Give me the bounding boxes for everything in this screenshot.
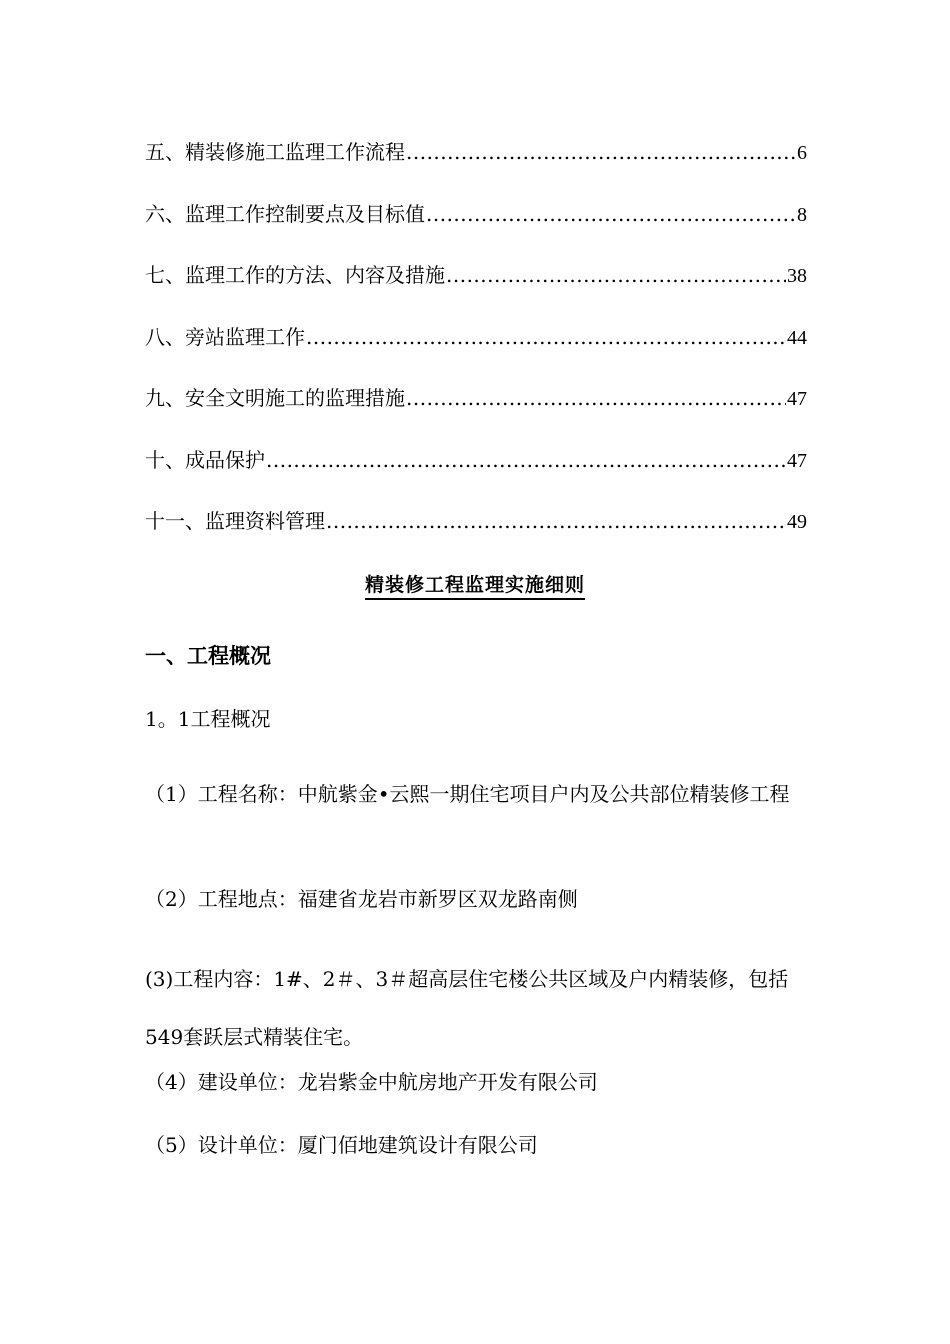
toc-leader-dots [266,445,786,475]
toc-entry-title: 六、监理工作控制要点及目标值 [145,201,425,226]
section-heading: 一、工程概况 [145,643,271,668]
toc-entry-title: 九、安全文明施工的监理措施 [145,386,405,410]
toc-entry-title: 五、精装修施工监理工作流程 [145,140,405,164]
toc-entry[interactable] [145,260,807,322]
toc-leader-dots [446,260,786,290]
toc-entry-title: 七、监理工作的方法、内容及措施 [145,263,445,287]
developer-paragraph [145,1067,807,1097]
paragraph-text: （4）建设单位：龙岩紫金中航房地产开发有限公司 [145,1070,598,1094]
toc-entry-page: 44 [787,326,807,349]
toc-entry-title: 十一、监理资料管理 [145,509,325,533]
toc-entry[interactable] [145,137,807,199]
toc-leader-dots [426,199,796,229]
paragraph-text: （2）工程地点：福建省龙岩市新罗区双龙路南侧 [145,887,578,911]
toc-entry-title: 十、成品保护 [145,447,265,472]
toc-leader-dots [406,383,786,413]
toc-entry-page: 47 [787,449,807,472]
toc-entry-page: 8 [797,203,807,226]
document-title [0,571,950,599]
toc-leader-dots [306,322,786,352]
project-name-paragraph [145,768,807,820]
toc-entry-title: 八、旁站监理工作 [145,324,305,349]
toc-entry[interactable] [145,383,807,445]
paragraph-text: （1）工程名称：中航紫金•云熙一期住宅项目户内及公共部位精装修工程 [145,782,790,806]
toc-entry[interactable] [145,322,807,384]
project-scope-paragraph [145,950,807,1066]
subsection-heading: 1。1工程概况 [145,707,271,731]
table-of-contents [145,137,807,568]
toc-entry[interactable] [145,445,807,507]
toc-entry[interactable] [145,506,807,568]
design-unit-paragraph [145,1130,807,1160]
toc-entry-page: 47 [787,388,807,410]
project-location-paragraph [145,884,807,914]
paragraph-text: （5）设计单位：厦门佰地建筑设计有限公司 [145,1133,538,1157]
toc-leader-dots [406,137,796,167]
toc-entry-page: 38 [787,265,807,287]
toc-entry[interactable] [145,199,807,261]
toc-entry-page: 49 [787,511,807,533]
paragraph-text: (3)工程内容：1#、2＃、3＃超高层住宅楼公共区域及户内精装修，包括549套跃层式精装住宅。 [145,967,789,1049]
document-title-text: 精装修工程监理实施细则 [365,574,585,600]
toc-leader-dots [326,506,786,536]
toc-entry-page: 6 [797,142,807,164]
